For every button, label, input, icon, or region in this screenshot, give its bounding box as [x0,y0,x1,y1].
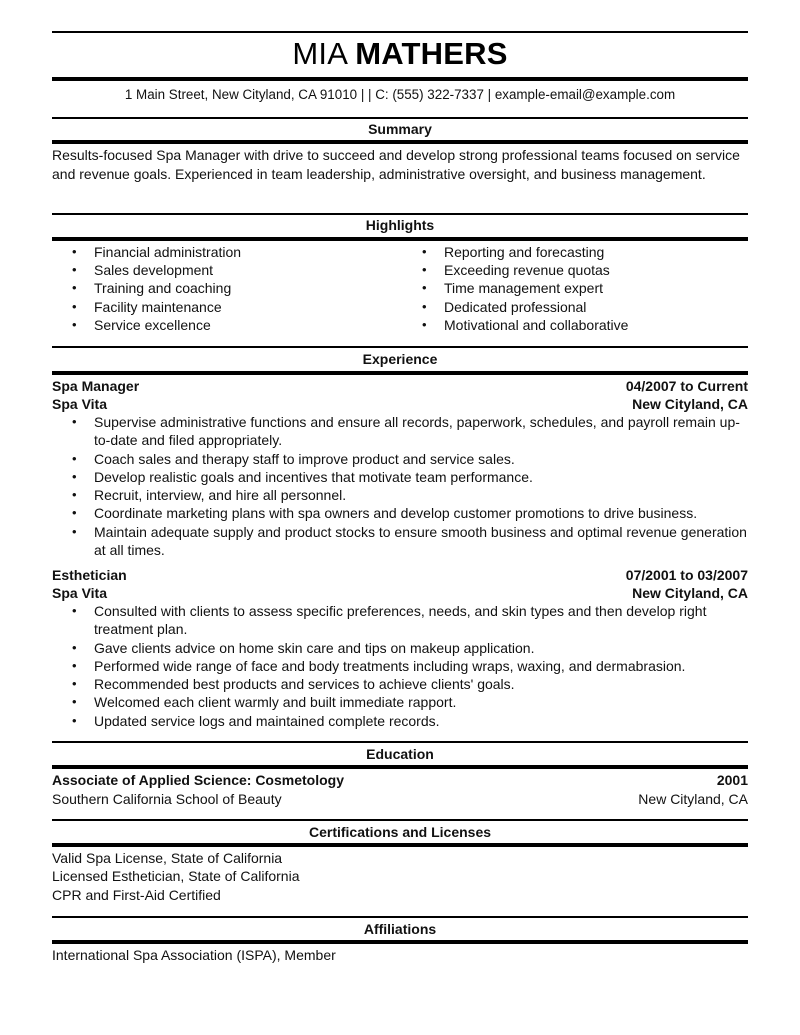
summary-bottom-rule [52,140,748,144]
section-title-highlights: Highlights [365,217,435,233]
school-name: Southern California School of Beauty [52,791,282,807]
duty-item: • Coordinate marketing plans with spa owners and develop customer promotions to drive business. [72,505,698,522]
education-degree-row [52,771,748,789]
duty-item: • Maintain adequate supply and product stocks to ensure smooth business and optimal revenue generation at all times. [72,523,747,559]
bullet-icon: • [72,298,77,314]
duty-item: • Updated service logs and maintained complete records. [72,712,440,729]
experience-bottom-rule [52,371,748,375]
section-title-summary: Summary [368,121,432,137]
highlight-item: • Financial administration [72,244,242,260]
bullet-icon: • [72,450,77,466]
experience-top-rule [52,346,748,348]
bullet-icon: • [72,676,77,692]
highlight-item: • Motivational and collaborative [422,316,629,333]
candidate-name [52,35,748,73]
education-top-rule [52,741,748,743]
job-dates: 07/2001 to 03/2007 [625,567,748,583]
bullet-icon: • [72,639,77,655]
certifications-bottom-rule [52,843,748,847]
job-title-row [52,566,748,584]
section-title-certifications: Certifications and Licenses [308,824,492,840]
certification-item: Licensed Esthetician, State of California [52,868,300,885]
highlights-bottom-rule [52,237,748,241]
affiliation-item: International Spa Association (ISPA), Member [52,947,336,963]
job-company: Spa Vita [52,585,107,601]
section-title-education: Education [366,746,434,762]
bullet-icon: • [72,505,77,521]
job-duties-list [52,413,748,559]
section-title-experience: Experience [362,351,438,367]
bullet-icon: • [72,280,77,296]
education-bottom-rule [52,765,748,769]
duty-item: • Consulted with clients to assess specific preferences, needs, and skin types and then develop right treatment plan. [72,603,707,638]
highlights-left-list [52,243,392,334]
school-location: New Cityland, CA [638,791,748,807]
affiliations-top-rule [52,916,748,918]
header-bottom-rule [52,77,748,81]
education-school-row [52,790,748,808]
job-dates: 04/2007 to Current [625,378,748,394]
highlight-item: • Reporting and forecasting [422,244,605,260]
job-duties-list [52,602,748,730]
duty-item: • Gave clients advice on home skin care and tips on makeup application. [72,639,535,656]
summary-text: Results-focused Spa Manager with drive to succeed and develop strong professional teams focused on service and revenue goals. Experienced in team leadership, administrative oversight, and business management. [52,147,740,182]
bullet-icon: • [422,244,427,259]
degree: Associate of Applied Science: Cosmetology [52,772,344,788]
graduation-year: 2001 [716,772,748,788]
section-title-affiliations: Affiliations [363,921,437,937]
bullet-icon: • [72,712,77,728]
bullet-icon: • [72,603,77,618]
bullet-icon: • [72,487,77,503]
job-location: New Cityland, CA [632,396,748,412]
bullet-icon: • [72,694,77,710]
bullet-icon: • [72,244,77,259]
bullet-icon: • [72,657,77,673]
duty-item: • Recommended best products and services to achieve clients' goals. [72,676,515,693]
highlight-item: • Dedicated professional [422,298,587,315]
certification-item: CPR and First-Aid Certified [52,886,221,903]
job-company-row [52,584,748,602]
duty-item: • Coach sales and therapy staff to improve product and service sales. [72,450,515,467]
job-title: Esthetician [52,567,127,583]
bullet-icon: • [422,298,427,314]
last-name: MATHERS [355,36,508,71]
job-title-row [52,377,748,395]
first-name: MIA [292,36,347,71]
bullet-icon: • [422,280,427,296]
bullet-icon: • [72,262,77,278]
job-title: Spa Manager [52,378,140,394]
job-company-row [52,395,748,413]
certifications-list [52,849,748,904]
bullet-icon: • [72,468,77,484]
affiliations-bottom-rule [52,940,748,944]
contact-info: 1 Main Street, New Cityland, CA 91010 | | C: (555) 322-7337 | example-email@example.com [124,87,676,102]
certifications-top-rule [52,819,748,821]
highlight-item: • Training and coaching [72,280,232,297]
duty-item: • Performed wide range of face and body treatments including wraps, waxing, and dermabrasion. [72,657,686,674]
header-top-rule [52,31,748,33]
duty-item: • Supervise administrative functions and ensure all records, paperwork, schedules, and payroll remain up-to-date and filed appropriately. [72,414,740,449]
highlights-right-list [402,243,742,334]
duty-item: • Develop realistic goals and incentives that motivate team performance. [72,468,533,485]
highlight-item: • Time management expert [422,280,603,297]
bullet-icon: • [72,316,77,332]
duty-item: • Recruit, interview, and hire all personnel. [72,487,347,504]
affiliations-list [52,946,748,964]
job-company: Spa Vita [52,396,107,412]
bullet-icon: • [422,316,427,332]
job-location: New Cityland, CA [632,585,748,601]
bullet-icon: • [72,523,77,539]
highlight-item: • Service excellence [72,316,211,333]
duty-item: • Welcomed each client warmly and built immediate rapport. [72,694,457,711]
highlight-item: • Exceeding revenue quotas [422,262,610,279]
bullet-icon: • [72,414,77,429]
bullet-icon: • [422,262,427,278]
highlight-item: • Sales development [72,262,214,279]
highlight-item: • Facility maintenance [72,298,222,315]
certification-item: Valid Spa License, State of California [52,850,283,866]
